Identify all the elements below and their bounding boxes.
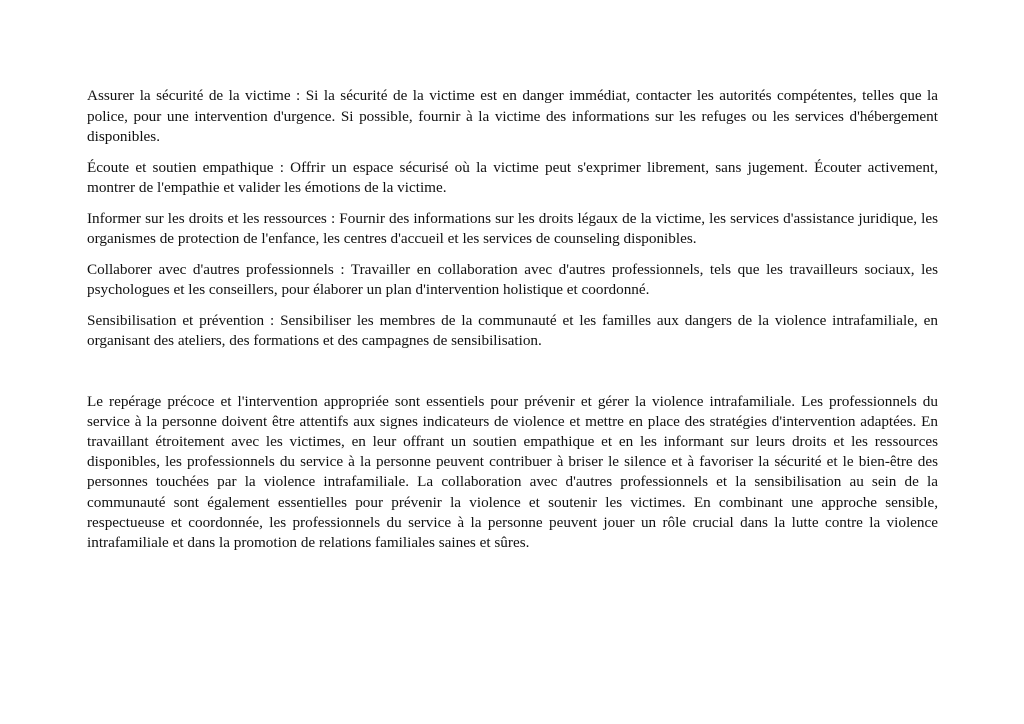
- paragraph-conclusion: Le repérage précoce et l'intervention appropriée sont essentiels pour prévenir et gérer la violence intrafamiliale. Les professionnels du service à la personne doivent être attentifs aux signes indicateurs de violence et mettre en place des stratégies d'intervention adaptées. En travaillant étroitement avec les victimes, en leur offrant un soutien empathique et en les informant sur leurs droits et les ressources disponibles, les professionnels du service à la personne peuvent contribuer à briser le silence et à favoriser la sécurité et le bien-être des personnes touchées par la violence intrafamiliale. La collaboration avec d'autres professionnels et la sensibilisation au sein de la communauté sont également essentielles pour prévenir la violence et soutenir les victimes. En combinant une approche sensible, respectueuse et coordonnée, les professionnels du service à la personne peuvent jouer un rôle crucial dans la lutte contre la violence intrafamiliale et dans la promotion de relations familiales saines et sûres.: [87, 392, 938, 551]
- paragraph-empathetic-listening: Écoute et soutien empathique : Offrir un espace sécurisé où la victime peut s'exprimer librement, sans jugement. Écouter activement, montrer de l'empathie et valider les émotions de la victime.: [87, 158, 938, 196]
- paragraph-collaboration: Collaborer avec d'autres professionnels : Travailler en collaboration avec d'autres professionnels, tels que les travailleurs sociaux, les psychologues et les conseillers, pour élaborer un plan d'intervention holistique et coordonné.: [87, 260, 938, 298]
- document-page: [87, 86, 938, 563]
- paragraph-rights-resources: Informer sur les droits et les ressources : Fournir des informations sur les droits légaux de la victime, les services d'assistance juridique, les organismes de protection de l'enfance, les centres d'accueil et les services de counseling disponibles.: [87, 209, 938, 247]
- paragraph-victim-safety: Assurer la sécurité de la victime : Si la sécurité de la victime est en danger immédiat, contacter les autorités compétentes, telles que la police, pour une intervention d'urgence. Si possible, fournir à la victime des informations sur les refuges ou les services d'hébergement disponibles.: [87, 87, 938, 145]
- paragraph-prevention: Sensibilisation et prévention : Sensibiliser les membres de la communauté et les familles aux dangers de la violence intrafamiliale, en organisant des ateliers, des formations et des campagnes de sensibilisation.: [87, 311, 938, 349]
